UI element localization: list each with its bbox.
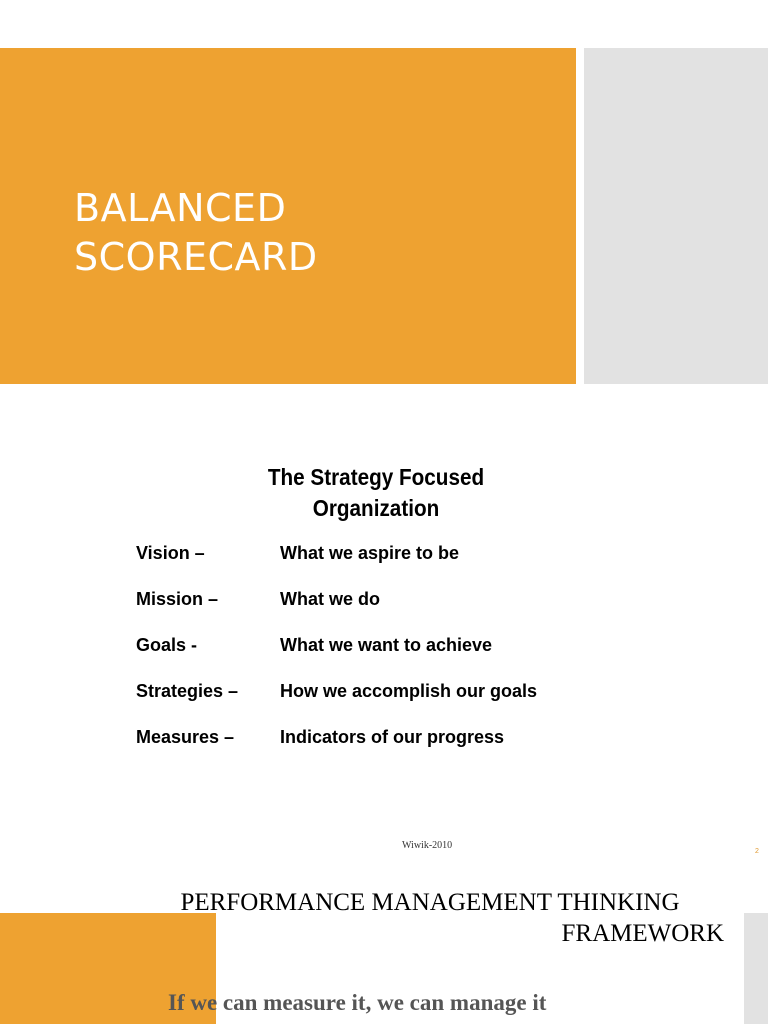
definition-description: What we aspire to be bbox=[280, 543, 460, 563]
framework-title-line-2: FRAMEWORK bbox=[561, 920, 724, 947]
definition-description: What we do bbox=[280, 589, 380, 609]
definition-row-goals bbox=[136, 632, 636, 678]
definition-row-vision bbox=[136, 540, 636, 586]
definition-list bbox=[136, 540, 636, 770]
definition-term: Vision – bbox=[136, 543, 205, 563]
footer-author: Wiwik-2010 bbox=[402, 840, 453, 851]
slide-title bbox=[74, 184, 318, 282]
title-slide-gray-panel bbox=[584, 48, 768, 384]
definition-description: Indicators of our progress bbox=[280, 727, 505, 747]
definition-term: Measures – bbox=[136, 727, 235, 747]
definition-description: What we want to achieve bbox=[280, 635, 493, 655]
definition-term: Goals - bbox=[136, 635, 198, 655]
definition-term: Mission – bbox=[136, 589, 219, 609]
framework-title bbox=[150, 887, 724, 949]
strategy-heading-line-2: Organization bbox=[312, 495, 440, 521]
slide-title-line-1: BALANCED bbox=[74, 186, 287, 230]
strategy-heading-line-1: The Strategy Focused bbox=[267, 464, 485, 490]
framework-title-line-1: PERFORMANCE MANAGEMENT THINKING bbox=[180, 889, 680, 916]
definition-description: How we accomplish our goals bbox=[280, 681, 538, 701]
definition-row-measures bbox=[136, 724, 636, 770]
definition-term: Strategies – bbox=[136, 681, 239, 701]
slide-number: 2 bbox=[755, 848, 759, 855]
definition-row-strategies bbox=[136, 678, 636, 724]
framework-slide-gray-panel bbox=[744, 913, 768, 1024]
framework-subtitle: If we can measure it, we can manage it bbox=[168, 990, 547, 1015]
definition-row-mission bbox=[136, 586, 636, 632]
slide-title-line-2: SCORECARD bbox=[74, 235, 318, 279]
strategy-heading bbox=[218, 462, 535, 524]
